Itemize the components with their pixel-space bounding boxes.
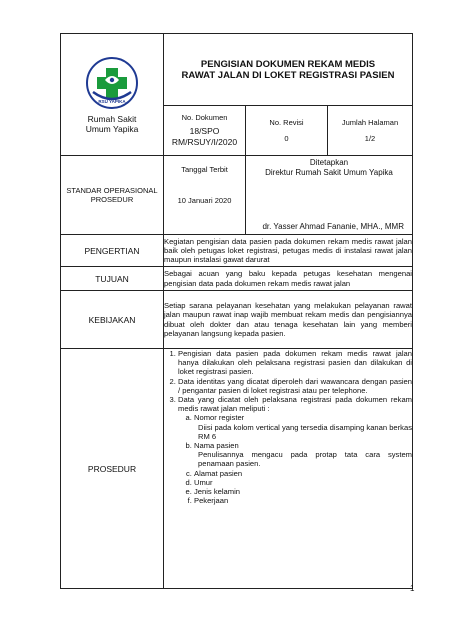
purpose-text: Sebagai acuan yang baku kepada petugas kesehatan mengenai pengisian data pada dokumen rekam medis rawat jalan (164, 267, 413, 291)
document-title-line2: RAWAT JALAN DI LOKET REGISTRASI PASIEN (181, 69, 395, 81)
issue-date-value: 10 Januari 2020 (177, 195, 232, 205)
sop-label-cell (61, 156, 164, 235)
definition-label: PENGERTIAN (61, 235, 164, 267)
document-title (164, 34, 413, 106)
procedure-subitem (194, 413, 412, 441)
doc-number-label: No. Dokumen (181, 113, 228, 123)
procedure-step-text: Data yang dicatat oleh pelaksana registrasi pada dokumen rekam medis rawat jalan meliputi : (178, 395, 412, 414)
procedure-step (178, 395, 412, 505)
procedure-subitem (194, 496, 412, 505)
hospital-name-line1: Rumah Sakit (87, 113, 137, 124)
procedure-content (164, 349, 413, 589)
hospital-logo-cell (61, 34, 164, 156)
doc-number-value-line1: 18/SPO (189, 125, 220, 136)
doc-number-value-line2: RM/RSUY/I/2020 (171, 136, 238, 147)
hospital-name-line2: Umum Yapika (85, 123, 139, 134)
approval-cell (246, 156, 413, 235)
procedure-step: 1. Pengisian data pasien pada dokumen rekam medis rawat jalan hanya dilakukan oleh pelaksana registrasi pasien dan dilakukan di loket registrasi pasien. (178, 349, 412, 377)
revision-value: 0 (284, 134, 289, 143)
subitem-desc: Diisi pada kolom vertical yang tersedia disamping kanan berkas RM 6 (198, 422, 413, 441)
revision-cell (246, 106, 328, 156)
subitem-label: a. Nomor register (194, 413, 245, 423)
sop-table (60, 33, 413, 589)
approver-title: Direktur Rumah Sakit Umum Yapika (265, 168, 393, 177)
approved-label: Ditetapkan (309, 158, 349, 167)
issue-date-cell (164, 156, 246, 235)
revision-label: No. Revisi (269, 117, 304, 127)
procedure-step: 2. Data identitas yang dicatat diperoleh dari wawancara dengan pasien / pengantar pasien di loket registrasi atau per telephone. (178, 377, 412, 395)
procedure-subitem (194, 441, 412, 469)
subitem-desc: Penulisannya mengacu pada protap tata cara system penamaan pasien. (198, 450, 412, 469)
subitem-label: c. Alamat pasien (194, 468, 243, 478)
subitem-label: b. Nama pasien (194, 441, 239, 451)
page-count-cell (328, 106, 413, 156)
definition-text: Kegiatan pengisian data pasien pada dokumen rekam medis rawat jalan baik oleh petugas loket registrasi, petugas medis di instalasi rawat jalan maupun instalasi gawat darurat (164, 235, 413, 267)
policy-text: Setiap sarana pelayanan kesehatan yang melakukan pelayanan rawat jalan maupun rawat inap wajib membuat rekam medis dan pengisiannya dibuat oleh dokter dan atau tenaga kesehatan lain yang memberi pelayanan langsung kepada pasien. (164, 291, 413, 349)
procedure-label: PROSEDUR (61, 349, 164, 589)
procedure-subitem (194, 478, 412, 487)
page-number: 1 (410, 584, 415, 593)
issue-date-label: Tanggal Terbit (181, 165, 228, 174)
hospital-logo-icon (85, 56, 139, 110)
procedure-subitem (194, 487, 412, 496)
procedure-subitem (194, 469, 412, 478)
policy-label: KEBIJAKAN (61, 291, 164, 349)
sop-label-line2: PROSEDUR (90, 195, 134, 204)
approver-name: dr. Yasser Ahmad Fananie, MHA., MMR (262, 222, 404, 231)
doc-number-cell (164, 106, 246, 156)
subitem-label: d. Umur (194, 477, 213, 487)
logo-text: RSU YAPIKA (98, 98, 126, 104)
sop-label-line1: STANDAR OPERASIONAL (66, 185, 158, 195)
procedure-subitems (178, 413, 412, 505)
purpose-label: TUJUAN (61, 267, 164, 291)
hospital-name (86, 114, 139, 134)
subitem-label: e. Jenis kelamin (194, 487, 241, 497)
procedure-steps (164, 349, 412, 505)
page-count-value: 1/2 (364, 134, 376, 143)
subitem-label: f. Pekerjaan (194, 496, 229, 506)
document-title-line1: PENGISIAN DOKUMEN REKAM MEDIS (200, 58, 376, 70)
page-count-label: Jumlah Halaman (341, 117, 399, 127)
